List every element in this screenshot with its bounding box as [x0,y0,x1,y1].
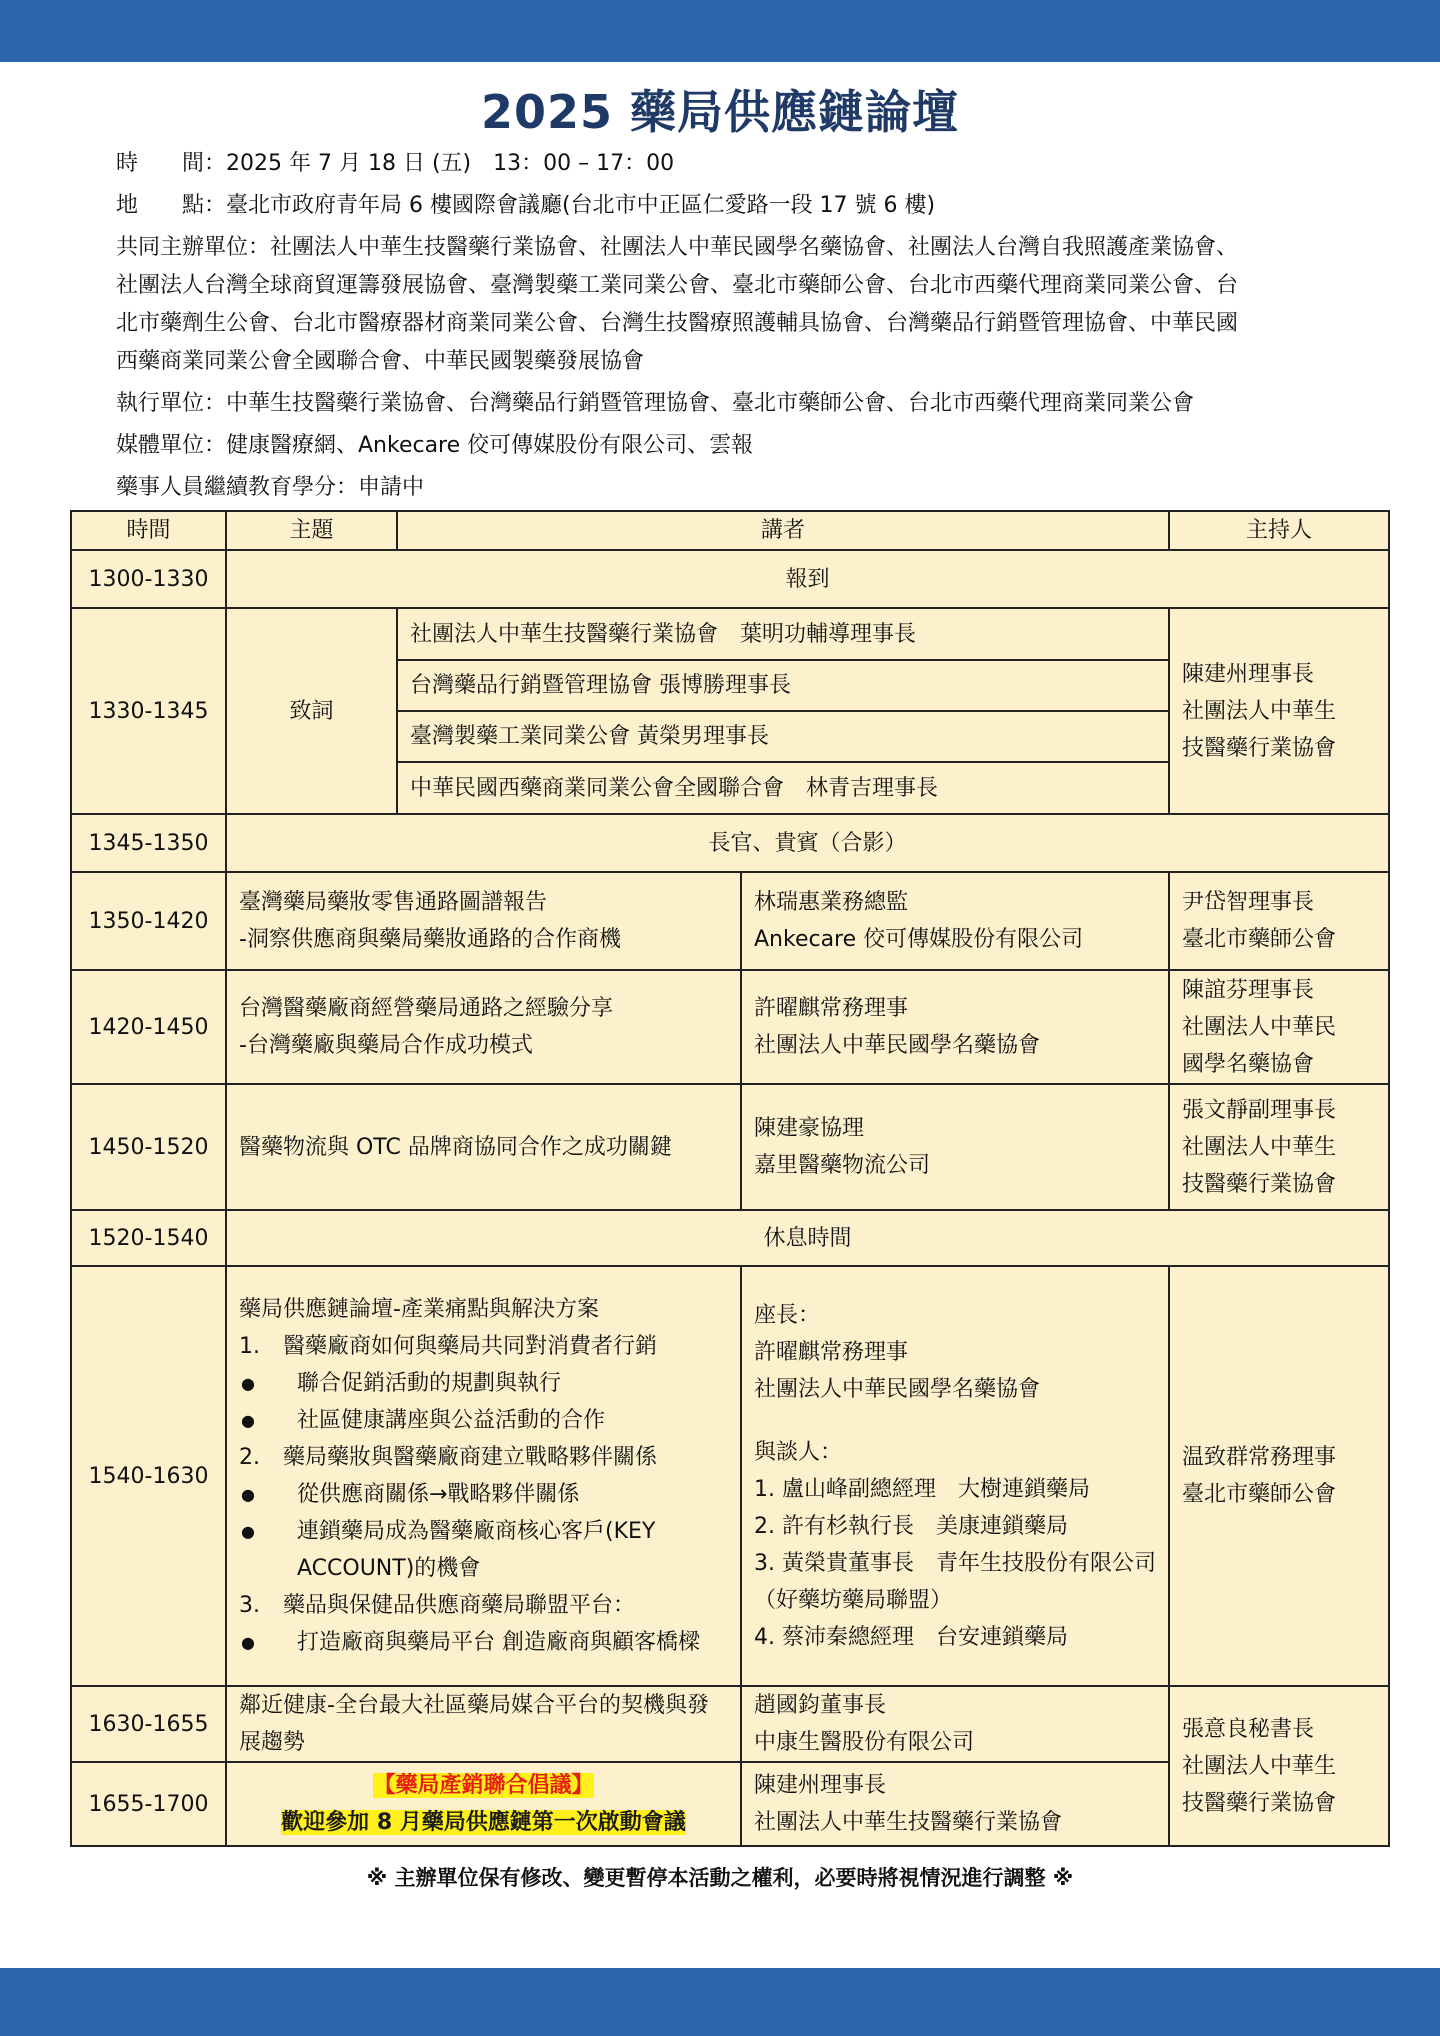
panel-label: 與談人： [754,1439,843,1465]
row-time: 1540-1630 [71,1266,226,1686]
chair-name: 許曜麒常務理事 [754,1339,909,1365]
row-photo: 長官、貴賓（合影） [226,814,1389,872]
row-host [1169,872,1389,970]
list-item: ● 聯合促銷活動的規劃與執行 [239,1365,728,1402]
row-break: 休息時間 [226,1210,1389,1266]
header-speaker: 講者 [397,511,1169,550]
event-location: 地 點：臺北市政府青年局 6 樓國際會議廳(台北市中正區仁愛路一段 17 號 6 樓) [116,193,936,218]
agenda-table [70,510,1390,1847]
row-speaker [741,970,1169,1084]
row-time: 1330-1345 [71,608,226,814]
co-organizers-line-2: 社團法人台灣全球商貿運籌發展協會、臺灣製藥工業同業公會、臺北市藥師公會、台北市西藥代理商業同業公會、台 [116,273,1239,298]
host-org: 社團法人中華生 [1182,1134,1337,1160]
co-organizers-line-1: 共同主辦單位：社團法人中華生技醫藥行業協會、社團法人中華民國學名藥協會、社團法人台灣自我照護產業協會、 [116,235,1239,260]
list-item [239,1328,728,1365]
table-row [71,1266,1389,1686]
footnote: ※ 主辦單位保有修改、變更暫停本活動之權利，必要時將視情況進行調整 ※ [366,1866,1074,1890]
speaker-org: 中康生醫股份有限公司 [754,1730,975,1755]
speaker-org: 社團法人中華民國學名藥協會 [754,1033,1041,1058]
row-topic [226,1762,741,1846]
table-row [71,970,1389,1084]
topic-heading: 藥局供應鏈論壇-產業痛點與解決方案 [239,1297,599,1322]
panelist: 4. 蔡沛秦總經理 台安連鎖藥局 [754,1624,1068,1650]
row-time: 1450-1520 [71,1084,226,1210]
row-speaker [741,1762,1169,1846]
host-org: 臺北市藥師公會 [1182,1482,1337,1507]
event-time: 時 間：2025 年 7 月 18 日 (五) 13：00 – 17：00 [116,151,675,176]
row-host [1169,1266,1389,1686]
row-time: 1420-1450 [71,970,226,1084]
bottom-color-band [0,1968,1440,2036]
topic-title: 臺灣藥局藥妝零售通路圖譜報告 [239,890,548,915]
speaker-name: 許曜麒常務理事 [754,996,909,1021]
list-text: 醫藥廠商如何與藥局共同對消費者行銷 [283,1334,658,1359]
row-time: 1350-1420 [71,872,226,970]
list-item: ● 連鎖藥局成為醫藥廠商核心客戶(KEY ACCOUNT)的機會 [239,1513,728,1587]
row-topic: 鄰近健康-全台最大社區藥局媒合平台的契機與發展趨勢 [226,1686,741,1762]
speaker-name: 陳建州理事長 [754,1773,887,1798]
row-host [1169,608,1389,814]
row-topic [226,970,741,1084]
chair-org: 社團法人中華民國學名藥協會 [754,1376,1041,1402]
host-name: 陳建州理事長 [1182,661,1315,687]
row-host [1169,1686,1389,1846]
topic-title: 台灣醫藥廠商經營藥局通路之經驗分享 [239,996,614,1021]
table-row [71,1084,1389,1210]
row-topic: 致詞 [226,608,397,814]
row-speaker-1: 社團法人中華生技醫藥行業協會 葉明功輔導理事長 [397,608,1169,660]
row-host [1169,970,1389,1084]
row-topic [226,872,741,970]
list-number: 1. [239,1334,260,1359]
host-org: 技醫藥行業協會 [1182,1171,1337,1197]
table-row [71,814,1389,872]
row-host [1169,1084,1389,1210]
list-number: 2. [239,1445,260,1470]
row-speaker-2: 台灣藥品行銷暨管理協會 張博勝理事長 [397,660,1169,711]
panelist: 3. 黃榮貴董事長 青年生技股份有限公司（好藥坊藥局聯盟） [754,1550,1156,1613]
list-text: 藥局藥妝與醫藥廠商建立戰略夥伴關係 [283,1445,658,1470]
list-text: 藥品與保健品供應商藥局聯盟平台： [283,1593,636,1618]
list-number: 3. [239,1593,260,1618]
host-org: 社團法人中華生 [1182,1753,1337,1779]
row-speaker [741,1686,1169,1762]
row-speaker [741,1266,1169,1686]
speaker-name: 陳建豪協理 [754,1116,865,1141]
executing-units: 執行單位：中華生技醫藥行業協會、台灣藥品行銷暨管理協會、臺北市藥師公會、台北市西藥代理商業同業公會 [116,391,1195,416]
row-topic [226,1266,741,1686]
row-registration: 報到 [226,550,1389,608]
list-item: ● 從供應商關係→戰略夥伴關係 [239,1476,728,1513]
host-name: 温致群常務理事 [1182,1445,1337,1470]
speaker-org: 嘉里醫藥物流公司 [754,1153,931,1178]
table-row [71,608,1389,660]
row-speaker [741,872,1169,970]
topic-list [239,1328,728,1661]
speaker-name: 趙國鈞董事長 [754,1693,887,1718]
co-organizers-line-3: 北市藥劑生公會、台北市醫療器材商業同業公會、台灣生技醫療照護輔具協會、台灣藥品行銷暨管理協會、中華民國 [116,311,1239,336]
panelist: 1. 盧山峰副總經理 大樹連鎖藥局 [754,1476,1090,1502]
host-name: 張意良秘書長 [1182,1716,1315,1742]
table-header-row [71,511,1389,550]
row-speaker-3: 臺灣製藥工業同業公會 黃榮男理事長 [397,711,1169,762]
co-organizers-line-4: 西藥商業同業公會全國聯合會、中華民國製藥發展協會 [116,349,645,374]
host-org: 技醫藥行業協會 [1182,735,1337,761]
header-time: 時間 [71,511,226,550]
list-item [239,1439,728,1476]
host-name: 張文靜副理事長 [1182,1097,1337,1123]
list-item: ● 社區健康講座與公益活動的合作 [239,1402,728,1439]
table-row [71,550,1389,608]
list-item: ● 打造廠商與藥局平台 創造廠商與顧客橋樑 [239,1624,728,1661]
host-org: 國學名藥協會 [1182,1051,1315,1077]
top-color-band [0,0,1440,62]
row-time: 1300-1330 [71,550,226,608]
chair-label: 座長： [754,1302,821,1328]
topic-subtitle: -台灣藥廠與藥局合作成功模式 [239,1033,533,1058]
host-name: 陳誼芬理事長 [1182,977,1315,1003]
speaker-name: 林瑞惠業務總監 [754,890,909,915]
spacer [754,1408,1156,1434]
initiative-highlight: 【藥局產銷聯合倡議】 [373,1773,594,1798]
host-org: 社團法人中華民 [1182,1014,1337,1040]
host-name: 尹岱智理事長 [1182,890,1315,915]
header-host: 主持人 [1169,511,1389,550]
table-row [71,1210,1389,1266]
row-time: 1630-1655 [71,1686,226,1762]
row-speaker-4: 中華民國西藥商業同業公會全國聯合會 林青吉理事長 [397,762,1169,814]
panelist: 2. 許有杉執行長 美康連鎖藥局 [754,1513,1068,1539]
speaker-org: 社團法人中華生技醫藥行業協會 [754,1810,1063,1835]
education-credits: 藥事人員繼續教育學分：申請中 [116,475,425,500]
header-topic: 主題 [226,511,397,550]
list-item [239,1587,728,1624]
row-time: 1655-1700 [71,1762,226,1846]
media-units: 媒體單位：健康醫療網、Ankecare 佼可傳媒股份有限公司、雲報 [116,433,754,458]
topic-subtitle: -洞察供應商與藥局藥妝通路的合作商機 [239,927,621,952]
row-topic: 醫藥物流與 OTC 品牌商協同合作之成功關鍵 [226,1084,741,1210]
speaker-org: Ankecare 佼可傳媒股份有限公司 [754,927,1084,952]
row-speaker [741,1084,1169,1210]
host-org: 社團法人中華生 [1182,698,1337,724]
table-row [71,1686,1389,1762]
row-time: 1520-1540 [71,1210,226,1266]
host-org: 臺北市藥師公會 [1182,927,1337,952]
row-time: 1345-1350 [71,814,226,872]
table-row [71,872,1389,970]
kickoff-highlight: 歡迎參加 8 月藥局供應鏈第一次啟動會議 [281,1810,686,1835]
event-info [116,145,1356,507]
host-org: 技醫藥行業協會 [1182,1790,1337,1816]
page-title: 2025 藥局供應鏈論壇 [480,85,960,139]
